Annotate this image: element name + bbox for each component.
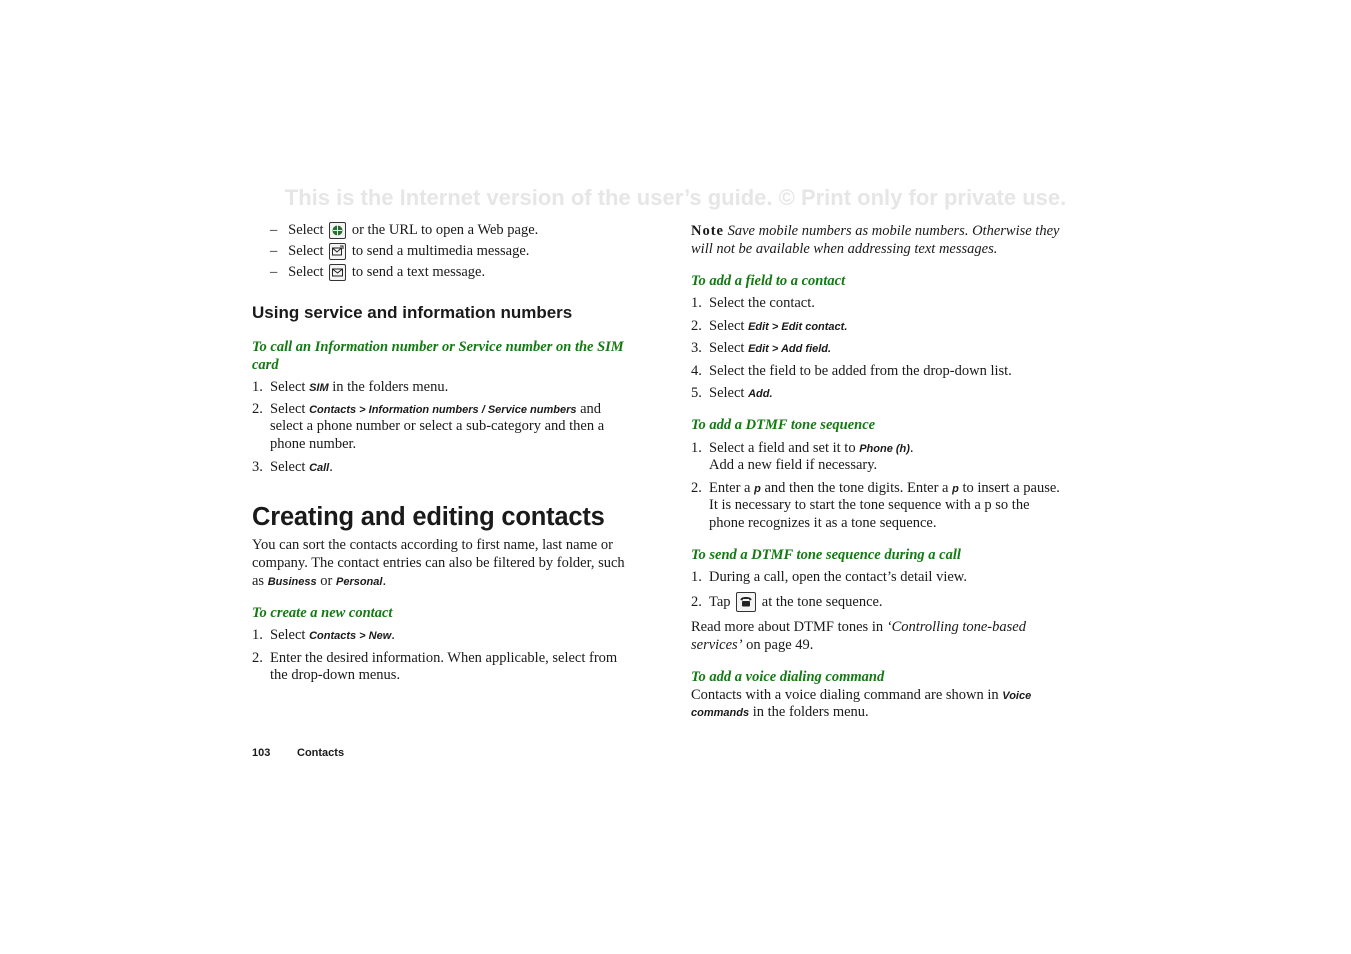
- chapter-title: Creating and editing contacts: [252, 503, 605, 531]
- envelope-icon: [329, 264, 346, 281]
- list-item-continuation: phone number.: [270, 436, 357, 452]
- paragraph-line: services’ on page 49.: [691, 637, 814, 653]
- procedure-title: To call an Information number or Service number on the SIM card: [252, 339, 624, 373]
- phone-icon: [736, 592, 756, 612]
- paragraph-line: as Business or Personal.: [252, 573, 387, 589]
- list-item-continuation: phone recognizes it as a tone sequence.: [709, 515, 937, 531]
- cross-reference-link: ‘Controlling tone-based: [886, 619, 1026, 635]
- bullet-item: – Select to send a multimedia message.: [270, 243, 530, 259]
- procedure-title: To add a voice dialing command: [691, 669, 885, 685]
- list-item: 1. Select the contact.: [691, 295, 815, 311]
- list-item: 2. Enter the desired information. When applicable, select from: [252, 650, 618, 666]
- list-item: 2. Select Edit > Edit contact.: [691, 318, 848, 334]
- list-item-continuation: It is necessary to start the tone sequence with a p so the: [709, 497, 1030, 513]
- paragraph-line: Read more about DTMF tones in ‘Controlling tone-based: [691, 619, 1026, 635]
- procedure-title: To send a DTMF tone sequence during a call: [691, 547, 961, 563]
- note-line: will not be available when addressing text messages.: [691, 241, 998, 257]
- mms-icon: [329, 243, 346, 260]
- page-number: 103: [252, 747, 271, 759]
- bullet-item: – Select to send a text message.: [270, 264, 486, 280]
- paragraph-line: commands in the folders menu.: [691, 704, 869, 720]
- note-label: Note: [691, 223, 724, 239]
- paragraph-line: You can sort the contacts according to first name, last name or: [252, 537, 613, 553]
- list-item: 1. Select SIM in the folders menu.: [252, 379, 449, 395]
- globe-icon: [329, 222, 346, 239]
- list-item: 1. Select a field and set it to Phone (h).: [691, 440, 914, 456]
- paragraph-line: Contacts with a voice dialing command are shown in Voice: [691, 687, 1032, 703]
- list-item: 5. Select Add.: [691, 385, 773, 401]
- footer-section: Contacts: [297, 747, 345, 759]
- list-item: 2. Tap at the tone sequence.: [691, 594, 883, 610]
- section-heading: Using service and information numbers: [252, 303, 573, 322]
- list-item: 1. During a call, open the contact’s detail view.: [691, 569, 967, 585]
- list-item: 2. Select Contacts > Information numbers / Service numbers and: [252, 401, 602, 417]
- paragraph-line: company. The contact entries can also be filtered by folder, such: [252, 555, 625, 571]
- procedure-title: To add a DTMF tone sequence: [691, 417, 876, 433]
- note-line: Note Save mobile numbers as mobile numbers. Otherwise they: [691, 223, 1060, 239]
- bullet-item: – Select or the URL to open a Web page.: [270, 222, 539, 238]
- watermark: This is the Internet version of the user’s guide. © Print only for private use.: [284, 185, 1067, 210]
- list-item-continuation: Add a new field if necessary.: [709, 457, 878, 473]
- list-item: 1. Select Contacts > New.: [252, 627, 395, 643]
- list-item: 2. Enter a p and then the tone digits. Enter a p to insert a pause.: [691, 480, 1060, 496]
- procedure-title: To create a new contact: [252, 605, 393, 621]
- list-item: 3. Select Call.: [252, 459, 333, 475]
- list-item-continuation: the drop-down menus.: [270, 667, 401, 683]
- list-item-continuation: select a phone number or select a sub-category and then a: [270, 418, 605, 434]
- list-item: 3. Select Edit > Add field.: [691, 340, 832, 356]
- list-item: 4. Select the field to be added from the drop-down list.: [691, 363, 1012, 379]
- procedure-title: To add a field to a contact: [691, 273, 846, 289]
